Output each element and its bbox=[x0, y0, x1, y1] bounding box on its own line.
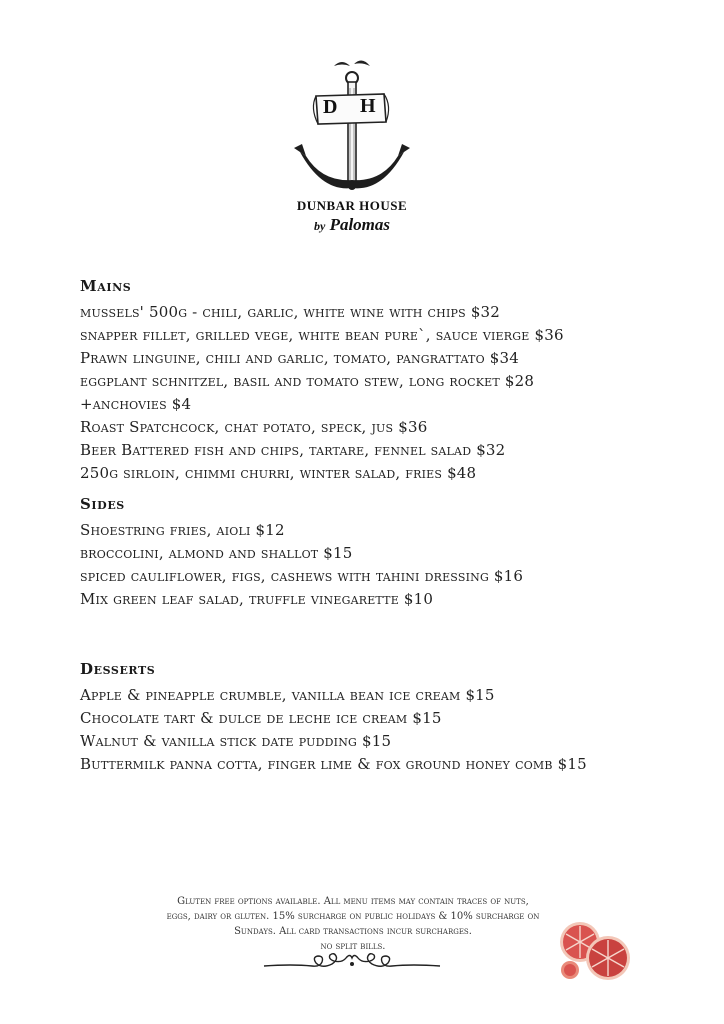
menu-item: 250g sirloin, chimmi churri, winter salad, fries $48 bbox=[80, 464, 477, 482]
brand-by: by bbox=[313, 219, 326, 233]
sides-section bbox=[80, 495, 680, 611]
menu-item: Buttermilk panna cotta, finger lime & fox ground honey comb $15 bbox=[80, 755, 587, 773]
menu-item: Shoestring fries, aioli $12 bbox=[80, 521, 285, 539]
footer-line: Gluten free options available. All menu items may contain traces of nuts, bbox=[177, 896, 529, 907]
footer-note bbox=[130, 894, 576, 954]
brand-name: DUNBAR HOUSE bbox=[296, 198, 408, 213]
menu-item: Chocolate tart & dulce de leche ice cream $15 bbox=[80, 709, 442, 727]
menu-item: Walnut & vanilla stick date pudding $15 bbox=[80, 732, 392, 750]
ornamental-flourish-icon bbox=[262, 950, 442, 978]
section-title-desserts: Desserts bbox=[80, 660, 156, 678]
brand-sub-name: Palomas bbox=[329, 215, 391, 234]
grapefruit-slices-icon bbox=[554, 918, 634, 992]
menu-item: Beer Battered fish and chips, tartare, fennel salad $32 bbox=[80, 441, 506, 459]
logo-letter-h: H bbox=[360, 95, 376, 117]
desserts-section bbox=[80, 660, 680, 776]
section-title-mains: Mains bbox=[80, 277, 132, 295]
menu-item: spiced cauliflower, figs, cashews with tahini dressing $16 bbox=[80, 567, 524, 585]
brand-subtitle bbox=[262, 215, 442, 235]
menu-item: broccolini, almond and shallot $15 bbox=[80, 544, 353, 562]
menu-item: Mix green leaf salad, truffle vinegarette $10 bbox=[80, 590, 434, 608]
menu-item: Apple & pineapple crumble, vanilla bean ice cream $15 bbox=[80, 686, 495, 704]
footer-line: no split bills. bbox=[320, 941, 386, 952]
section-title-sides: Sides bbox=[80, 495, 125, 513]
menu-item: +anchovies $4 bbox=[80, 395, 192, 413]
footer-line: eggs, dairy or gluten. 15% surcharge on public holidays & 10% surcharge on bbox=[166, 911, 540, 922]
footer-line: Sundays. All card transactions incur surcharges. bbox=[234, 926, 472, 937]
menu-item: Prawn linguine, chili and garlic, tomato, pangrattato $34 bbox=[80, 349, 519, 367]
menu-item: eggplant schnitzel, basil and tomato stew, long rocket $28 bbox=[80, 372, 535, 390]
mains-section bbox=[80, 277, 680, 485]
menu-item: snapper fillet, grilled vege, white bean pure`, sauce vierge $36 bbox=[80, 326, 564, 344]
logo-letter-d: D bbox=[323, 96, 338, 118]
menu-item: Roast Spatchcock, chat potato, speck, jus $36 bbox=[80, 418, 428, 436]
menu-item: mussels' 500g - chili, garlic, white wine with chips $32 bbox=[80, 303, 501, 321]
